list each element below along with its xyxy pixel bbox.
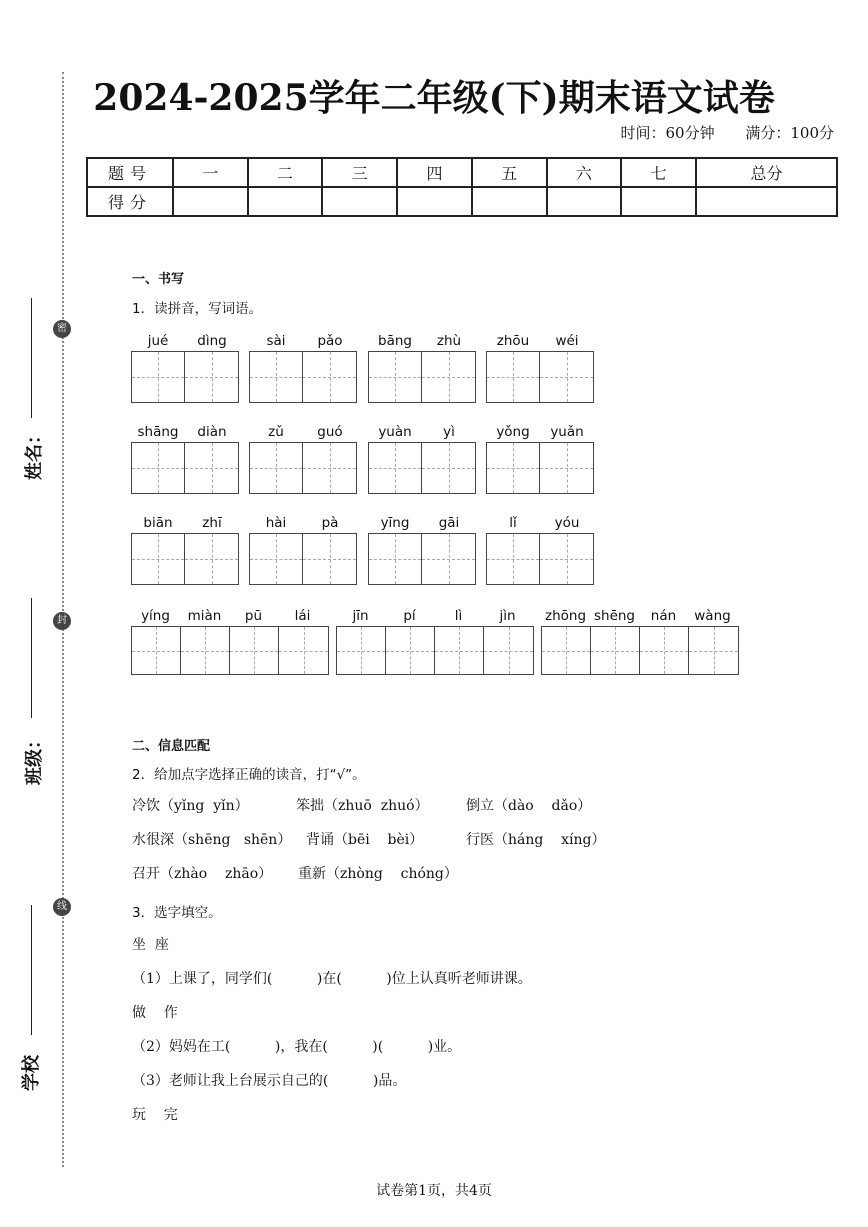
pinyin-label: biān (143, 515, 173, 531)
pinyin-label: jìn (499, 608, 516, 624)
writing-cell[interactable] (337, 627, 386, 674)
writing-cell[interactable] (542, 627, 591, 674)
pinyin-label: shēng (593, 608, 636, 624)
pinyin-label: shāng (137, 424, 179, 440)
writing-grid[interactable] (541, 626, 739, 675)
pinyin-label: nán (650, 608, 677, 624)
writing-cell[interactable] (487, 534, 540, 584)
writing-cell[interactable] (422, 352, 475, 402)
pinyin-label: pǎo (317, 333, 343, 349)
pinyin-label: guó (317, 424, 343, 440)
writing-cell[interactable] (386, 627, 435, 674)
pinyin-label: jué (147, 333, 169, 349)
score-cell[interactable] (173, 187, 248, 216)
writing-cell[interactable] (250, 352, 303, 402)
pinyin-label: yīng (380, 515, 410, 531)
score-row-header-score: 得分 (87, 187, 173, 216)
pinyin-label: wéi (555, 333, 579, 349)
fill-sentence-3[interactable]: （3）老师让我上台展示自己的( )品。 (132, 1073, 407, 1089)
writing-cell[interactable] (279, 627, 328, 674)
writing-grid[interactable] (131, 442, 239, 494)
word-choice-3: 玩 完 (132, 1107, 178, 1123)
score-cell[interactable] (696, 187, 837, 216)
pinyin-label: pí (403, 608, 416, 624)
writing-grid[interactable] (368, 533, 476, 585)
score-row-header-question: 题号 (87, 158, 173, 187)
writing-cell[interactable] (369, 534, 422, 584)
class-write-line[interactable] (31, 598, 32, 718)
writing-grid[interactable] (368, 351, 476, 403)
score-cell[interactable] (621, 187, 696, 216)
writing-cell[interactable] (540, 534, 593, 584)
full-score: 满分：100分 (745, 124, 834, 142)
writing-cell[interactable] (369, 443, 422, 493)
school-label: 学校 (21, 1055, 42, 1091)
writing-cell[interactable] (487, 443, 540, 493)
writing-cell[interactable] (303, 534, 356, 584)
word-choice-2: 做 作 (132, 1005, 178, 1021)
pinyin-label: hài (265, 515, 287, 531)
name-label: 姓名： (24, 426, 45, 480)
score-col-7: 七 (621, 158, 696, 187)
question-2: 2．给加点字选择正确的读音，打“√”。 (132, 767, 366, 783)
reading-choice[interactable]: 冷饮（yǐng yǐn） (132, 798, 249, 814)
pinyin-label: diàn (197, 424, 227, 440)
writing-cell[interactable] (185, 534, 238, 584)
pinyin-label: sài (266, 333, 286, 349)
score-col-5: 五 (472, 158, 547, 187)
writing-cell[interactable] (540, 352, 593, 402)
score-col-total: 总分 (696, 158, 837, 187)
pinyin-label: yì (443, 424, 455, 440)
pinyin-label: dìng (197, 333, 227, 349)
reading-choice[interactable]: 行医（háng xíng） (466, 832, 606, 848)
reading-choice[interactable]: 水很深（shēng shēn） (132, 832, 292, 848)
exam-meta (594, 122, 834, 143)
pinyin-label: gāi (438, 515, 460, 531)
reading-choice[interactable]: 重新（zhòng chóng） (298, 866, 458, 882)
pinyin-label: yuàn (378, 424, 412, 440)
pinyin-label: yuǎn (550, 424, 584, 440)
word-choice-1: 坐 座 (132, 937, 169, 953)
reading-choice[interactable]: 背诵（bēi bèi） (306, 832, 424, 848)
page-footer: 试卷第1页，共4页 (376, 1183, 492, 1199)
reading-choice[interactable]: 笨拙（zhuō zhuó） (296, 798, 429, 814)
fill-sentence-1[interactable]: （1）上课了，同学们( )在( )位上认真听老师讲课。 (132, 971, 532, 987)
section1-heading: 一、书写 (132, 272, 185, 287)
writing-grid[interactable] (486, 442, 594, 494)
writing-cell[interactable] (487, 352, 540, 402)
writing-cell[interactable] (422, 534, 475, 584)
writing-cell[interactable] (132, 534, 185, 584)
writing-grid[interactable] (249, 442, 357, 494)
writing-cell[interactable] (181, 627, 230, 674)
pinyin-label: jīn (352, 608, 369, 624)
writing-cell[interactable] (422, 443, 475, 493)
score-table (86, 157, 838, 217)
pinyin-label: yǒng (496, 424, 530, 440)
score-col-1: 一 (173, 158, 248, 187)
pinyin-label: yíng (141, 608, 170, 624)
pinyin-label: lái (294, 608, 311, 624)
pinyin-label: yóu (554, 515, 580, 531)
pinyin-label: lǐ (509, 515, 517, 531)
writing-grid[interactable] (249, 533, 357, 585)
pinyin-label: bāng (378, 333, 412, 349)
score-cell[interactable] (547, 187, 622, 216)
writing-cell[interactable] (591, 627, 640, 674)
writing-cell[interactable] (230, 627, 279, 674)
score-cell[interactable] (248, 187, 323, 216)
writing-grid[interactable] (249, 351, 357, 403)
score-col-3: 三 (322, 158, 397, 187)
writing-cell[interactable] (185, 352, 238, 402)
time-limit: 时间：60分钟 (620, 124, 715, 142)
writing-cell[interactable] (185, 443, 238, 493)
writing-grid[interactable] (131, 351, 239, 403)
writing-cell[interactable] (250, 534, 303, 584)
pinyin-label: pū (244, 608, 263, 624)
writing-grid[interactable] (486, 533, 594, 585)
writing-grid[interactable] (131, 626, 329, 675)
question-1: 1．读拼音，写词语。 (132, 301, 263, 317)
writing-grid[interactable] (336, 626, 534, 675)
pinyin-label: wàng (694, 608, 731, 624)
writing-cell[interactable] (132, 627, 181, 674)
pinyin-label: zǔ (268, 424, 284, 440)
pinyin-label: zhù (436, 333, 462, 349)
fill-sentence-2[interactable]: （2）妈妈在工( )，我在( )( )业。 (132, 1039, 462, 1055)
school-write-line[interactable] (31, 905, 32, 1035)
question-3: 3．选字填空。 (132, 905, 222, 921)
score-col-6: 六 (547, 158, 622, 187)
seal-feng-mark: 封 (53, 612, 71, 630)
name-write-line[interactable] (31, 298, 32, 418)
score-col-4: 四 (397, 158, 472, 187)
pinyin-label: miàn (187, 608, 222, 624)
writing-grid[interactable] (486, 351, 594, 403)
score-cell[interactable] (397, 187, 472, 216)
section2-heading: 二、信息匹配 (132, 739, 211, 754)
writing-cell[interactable] (640, 627, 689, 674)
pinyin-label: pà (321, 515, 339, 531)
score-table-header-row (87, 158, 837, 187)
writing-cell[interactable] (303, 443, 356, 493)
pinyin-label: zhōng (544, 608, 587, 624)
exam-title: 2024-2025学年二年级(下)期末语文试卷 (93, 77, 775, 119)
writing-cell[interactable] (132, 443, 185, 493)
writing-grid[interactable] (368, 442, 476, 494)
writing-cell[interactable] (435, 627, 484, 674)
writing-cell[interactable] (132, 352, 185, 402)
reading-choice[interactable]: 倒立（dào dǎo） (466, 798, 592, 814)
seal-xian-mark: 线 (53, 898, 71, 916)
reading-choice[interactable]: 召开（zhào zhāo） (132, 866, 273, 882)
writing-cell[interactable] (369, 352, 422, 402)
writing-cell[interactable] (250, 443, 303, 493)
score-col-2: 二 (248, 158, 323, 187)
seal-mi-mark: 密 (53, 320, 71, 338)
score-cell[interactable] (322, 187, 397, 216)
writing-cell[interactable] (689, 627, 738, 674)
writing-cell[interactable] (540, 443, 593, 493)
writing-grid[interactable] (131, 533, 239, 585)
class-label: 班级： (24, 731, 45, 785)
writing-cell[interactable] (303, 352, 356, 402)
score-table-score-row (87, 187, 837, 216)
pinyin-label: zhī (202, 515, 222, 531)
score-cell[interactable] (472, 187, 547, 216)
pinyin-label: zhōu (496, 333, 530, 349)
pinyin-label: lì (454, 608, 463, 624)
writing-cell[interactable] (484, 627, 533, 674)
